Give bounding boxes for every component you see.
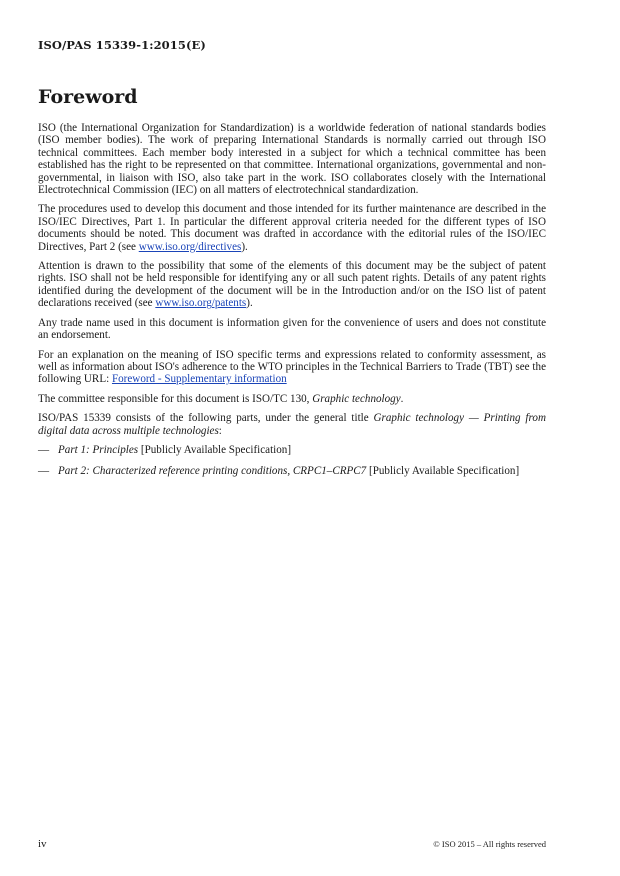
foreword-body bbox=[38, 122, 546, 487]
paragraph-procedures: The procedures used to develop this document and those intended for its further maintenance are described in the ISO/IEC Directives, Part 1. In particular the different approval criteria needed for the different types of ISO documents should be noted. This document was drafted in accordance with the editorial rules of the ISO/IEC Directives, Part 2 (see www.iso.org/directives). bbox=[38, 203, 546, 253]
directives-link[interactable]: www.iso.org/directives bbox=[138, 240, 242, 253]
paragraph-conformity: For an explanation on the meaning of ISO specific terms and expressions related to conformity assessment, as well as information about ISO's adherence to the WTO principles in the Technical Barriers to Trade (TBT) see the following URL: Foreword - Supplementary information bbox=[38, 348, 546, 386]
patents-link[interactable]: www.iso.org/patents bbox=[155, 297, 247, 310]
page-footer bbox=[38, 838, 546, 850]
paragraph-parts-intro: ISO/PAS 15339 consists of the following parts, under the general title Graphic technology — Printing from digital data across multiple technologies: bbox=[38, 412, 546, 437]
document-identifier: ISO/PAS 15339-1:2015(E) bbox=[38, 38, 206, 52]
page-title: Foreword bbox=[38, 86, 138, 108]
dash-bullet: — bbox=[38, 465, 50, 478]
paragraph-committee: The committee responsible for this document is ISO/TC 130, Graphic technology. bbox=[38, 392, 404, 405]
list-item-part-1: — Part 1: Principles [Publicly Available Specification] bbox=[38, 443, 292, 456]
dash-bullet: — bbox=[38, 443, 50, 456]
paragraph-trade-names: Any trade name used in this document is information given for the convenience of users and does not constitute an endorsement. bbox=[38, 316, 546, 342]
paragraph-iso-intro: ISO (the International Organization for Standardization) is a worldwide federation of national standards bodies (ISO member bodies). The work of preparing International Standards is normally carried out through ISO technical committees. Each member body interested in a subject for which a technical committee has been established has the right to be represented on that committee. International organizations, governmental and non-governmental, in liaison with ISO, also take part in the work. ISO collaborates closely with the International Electrotechnical Commission (IEC) on all matters of electrotechnical standardization. bbox=[38, 122, 546, 197]
copyright-notice: © ISO 2015 – All rights reserved bbox=[433, 839, 546, 849]
paragraph-patents: Attention is drawn to the possibility that some of the elements of this document may be the subject of patent rights. ISO shall not be held responsible for identifying any or all such patent rights. Details of any patent rights identified during the development of the document will be in the Introduction and/or on the ISO list of patent declarations received (see www.iso.org/patents). bbox=[38, 260, 546, 310]
list-item-part-2: — Part 2: Characterized reference printing conditions, CRPC1–CRPC7 [Publicly Available Specification] bbox=[38, 465, 520, 478]
page-number: iv bbox=[38, 838, 47, 850]
supplementary-info-link[interactable]: Foreword - Supplementary information bbox=[111, 373, 287, 386]
